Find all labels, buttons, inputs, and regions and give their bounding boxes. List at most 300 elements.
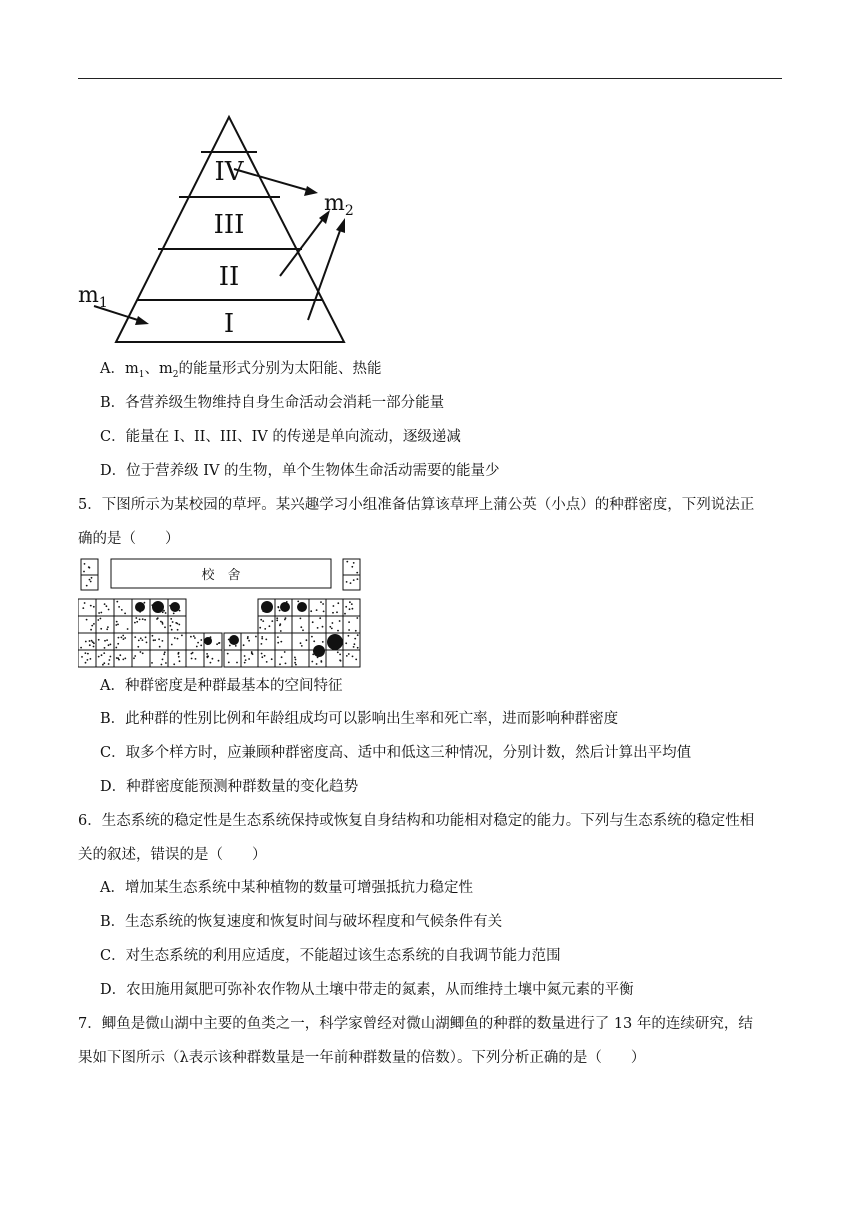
lawn-cell: [132, 633, 150, 650]
dandelion-dot: [346, 561, 348, 563]
lawn-cell: [78, 650, 96, 667]
dandelion-dot: [348, 653, 350, 655]
dandelion-dot: [352, 608, 354, 610]
dandelion-dot: [140, 651, 142, 653]
building-label: 校 舍: [201, 568, 241, 583]
dandelion-dot: [142, 618, 144, 620]
dandelion-dot: [351, 566, 353, 568]
dandelion-dot: [164, 651, 166, 653]
dandelion-dot: [87, 653, 89, 655]
dandelion-dot: [284, 619, 286, 621]
lawn-cell: [81, 575, 98, 590]
dandelion-dot: [337, 630, 339, 632]
dandelion-dot: [91, 640, 93, 642]
dandelion-dot: [218, 660, 220, 662]
dandelion-dot: [100, 618, 102, 620]
dandelion-dot: [171, 629, 173, 631]
dandelion-dot: [248, 640, 250, 642]
dandelion-dot: [356, 617, 358, 619]
dandelion-dot: [320, 601, 322, 603]
dandelion-dot: [271, 620, 273, 622]
dandelion-dot: [197, 642, 199, 644]
q6-option-d: D．农田施用氮肥可弥补农作物从土壤中带走的氮素，从而维持土壤中氮元素的平衡: [100, 982, 634, 998]
lawn-cell: [168, 650, 186, 667]
dandelion-dot: [285, 663, 287, 665]
dandelion-dot: [116, 621, 118, 623]
dandelion-dot: [357, 647, 359, 649]
tree-mark: [152, 601, 164, 613]
dandelion-dot: [316, 609, 318, 611]
dandelion-dot: [90, 605, 92, 607]
m2-label: $m_2$: [324, 191, 354, 219]
dandelion-dot: [192, 652, 194, 654]
dandelion-dot: [348, 629, 350, 631]
dandelion-dot: [200, 645, 202, 647]
dandelion-dot: [300, 626, 302, 628]
dandelion-dot: [170, 625, 172, 627]
dandelion-dot: [110, 644, 112, 646]
dandelion-dot: [196, 646, 198, 648]
tree-mark: [313, 645, 325, 657]
q6-option-a: A．增加某生态系统中某种植物的数量可增强抵抗力稳定性: [100, 880, 473, 896]
dandelion-dot: [164, 626, 166, 628]
dandelion-dot: [174, 637, 176, 639]
dandelion-dot: [140, 637, 142, 639]
dandelion-dot: [93, 623, 95, 625]
dandelion-dot: [163, 610, 165, 612]
dandelion-dot: [248, 658, 250, 660]
dandelion-dot: [261, 653, 263, 655]
dandelion-dot: [193, 635, 195, 637]
dandelion-dot: [320, 660, 322, 662]
dandelion-dot: [178, 624, 180, 626]
dandelion-dot: [123, 638, 125, 640]
dandelion-dot: [161, 664, 163, 666]
dandelion-dot: [87, 659, 89, 661]
dandelion-dot: [356, 572, 358, 574]
header-rule: [78, 78, 782, 79]
dandelion-dot: [117, 624, 119, 626]
dandelion-dot: [337, 602, 339, 604]
dandelion-dot: [88, 566, 90, 568]
dandelion-dot: [261, 656, 263, 658]
dandelion-dot: [227, 653, 229, 655]
dandelion-dot: [319, 617, 321, 619]
dandelion-dot: [280, 630, 282, 632]
tree-mark: [170, 602, 180, 612]
lawn-cell: [258, 633, 275, 650]
dandelion-dot: [145, 636, 147, 638]
dandelion-dot: [279, 610, 281, 612]
dandelion-dot: [104, 603, 106, 605]
dandelion-dot: [344, 613, 346, 615]
dandelion-dot: [84, 563, 86, 565]
dandelion-dot: [119, 654, 121, 656]
dandelion-dot: [279, 663, 281, 665]
dandelion-dot: [350, 582, 352, 584]
dandelion-dot: [236, 662, 238, 664]
dandelion-dot: [336, 611, 338, 613]
dandelion-dot: [276, 617, 278, 619]
dandelion-dot: [339, 620, 341, 622]
dandelion-dot: [162, 659, 164, 661]
dandelion-dot: [86, 619, 88, 621]
dandelion-dot: [165, 662, 167, 664]
dandelion-dot: [200, 639, 202, 641]
dandelion-dot: [300, 618, 302, 620]
dandelion-dot: [210, 662, 212, 664]
dandelion-dot: [229, 645, 231, 647]
q5-stem-line1: 5．下图所示为某校园的草坪。某兴趣学习小组准备估算该草坪上蒲公英（小点）的种群密度，下列说法正: [78, 497, 755, 513]
dandelion-dot: [144, 602, 146, 604]
dandelion-dot: [322, 641, 324, 643]
dandelion-dot: [122, 659, 124, 661]
dandelion-dot: [91, 577, 93, 579]
dandelion-dot: [86, 585, 88, 587]
dandelion-dot: [170, 618, 172, 620]
dandelion-dot: [243, 644, 245, 646]
dandelion-dot: [244, 655, 246, 657]
dandelion-dot: [139, 619, 141, 621]
dandelion-dot: [339, 654, 341, 656]
dandelion-dot: [346, 655, 348, 657]
dandelion-dot: [340, 660, 342, 662]
q5-stem-line2: 确的是（ ）: [78, 531, 180, 547]
dandelion-dot: [177, 629, 179, 631]
dandelion-dot: [351, 603, 353, 605]
dandelion-dot: [138, 640, 140, 642]
dandelion-dot: [83, 571, 85, 573]
dandelion-dot: [162, 640, 164, 642]
dandelion-dot: [332, 622, 334, 624]
tree-mark: [135, 602, 145, 612]
dandelion-dot: [106, 628, 108, 630]
dandelion-dot: [163, 653, 165, 655]
dandelion-dot: [159, 646, 161, 648]
dandelion-dot: [352, 656, 354, 658]
lawn-cell: [224, 650, 241, 667]
q6-option-c: C．对生态系统的利用应适度，不能超过该生态系统的自我调节能力范围: [100, 948, 561, 964]
dandelion-dot: [301, 645, 303, 647]
dandelion-dot: [98, 656, 100, 658]
dandelion-dot: [173, 663, 175, 665]
dandelion-dot: [266, 661, 268, 663]
dandelion-dot: [355, 630, 357, 632]
dandelion-dot: [156, 618, 158, 620]
dandelion-dot: [107, 626, 109, 628]
q4-option-b: B．各营养级生物维持自身生命活动会消耗一部分能量: [100, 395, 445, 411]
level-label-2: II: [218, 262, 240, 292]
dandelion-dot: [118, 637, 120, 639]
dandelion-dot: [80, 647, 82, 649]
dandelion-dot: [316, 663, 318, 665]
dandelion-dot: [265, 639, 267, 641]
dandelion-dot: [118, 606, 120, 608]
dandelion-dot: [100, 612, 102, 614]
dandelion-dot: [90, 581, 92, 583]
dandelion-dot: [228, 662, 230, 664]
dandelion-dot: [216, 643, 218, 645]
dandelion-dot: [244, 662, 246, 664]
dandelion-dot: [349, 601, 351, 603]
level-label-3: III: [213, 210, 245, 240]
lawn-cell: [292, 633, 309, 650]
dandelion-dot: [118, 659, 120, 661]
dandelion-dot: [323, 611, 325, 613]
dandelion-dot: [116, 657, 118, 659]
dandelion-dot: [172, 621, 174, 623]
dandelion-dot: [133, 657, 135, 659]
tree-mark: [261, 601, 273, 613]
dandelion-dot: [294, 662, 296, 664]
dandelion-dot: [348, 621, 350, 623]
dandelion-dot: [101, 654, 103, 656]
dandelion-dot: [357, 634, 359, 636]
lawn-cell: [275, 633, 292, 650]
dandelion-dot: [190, 636, 192, 638]
tree-mark: [280, 602, 290, 612]
dandelion-dot: [158, 638, 160, 640]
dandelion-dot: [127, 628, 129, 630]
dandelion-dot: [124, 613, 126, 615]
dandelion-dot: [277, 636, 279, 638]
dandelion-dot: [269, 625, 271, 627]
dandelion-dot: [354, 643, 356, 645]
dandelion-dot: [295, 659, 297, 661]
dandelion-dot: [357, 578, 359, 580]
level-label-1: I: [223, 309, 235, 339]
dandelion-dot: [124, 658, 126, 660]
lawn-cell: [275, 650, 292, 667]
dandelion-dot: [177, 623, 179, 625]
dandelion-dot: [310, 610, 312, 612]
q6-stem-line2: 关的叙述，错误的是（ ）: [78, 847, 267, 863]
dandelion-dot: [322, 603, 324, 605]
dandelion-dot: [104, 640, 106, 642]
tree-mark: [229, 635, 239, 645]
dandelion-dot: [277, 642, 279, 644]
lawn-cell: [258, 616, 275, 633]
dandelion-dot: [346, 581, 348, 583]
lawn-cell: [326, 650, 343, 667]
dandelion-dot: [322, 626, 324, 628]
level-label-4: IV: [214, 157, 244, 187]
dandelion-dot: [136, 621, 138, 623]
dandelion-dot: [151, 662, 153, 664]
dandelion-dot: [251, 651, 253, 653]
dandelion-dot: [255, 636, 257, 638]
dandelion-dot: [146, 642, 148, 644]
lawn-cell: [309, 616, 326, 633]
dandelion-dot: [235, 645, 237, 647]
dandelion-dot: [173, 613, 175, 615]
q7-stem-line1: 7．鲫鱼是微山湖中主要的鱼类之一，科学家曾经对微山湖鲫鱼的种群的数量进行了 13 年的连续研究，结: [78, 1016, 753, 1032]
dandelion-dot: [89, 644, 91, 646]
dandelion-dot: [103, 652, 105, 654]
dandelion-dot: [280, 641, 282, 643]
lawn-cell: [186, 633, 204, 650]
dandelion-dot: [195, 658, 197, 660]
lawn-cell: [168, 633, 186, 650]
dandelion-dot: [294, 657, 296, 659]
dandelion-dot: [122, 635, 124, 637]
dandelion-dot: [300, 642, 302, 644]
dandelion-dot: [333, 605, 335, 607]
dandelion-dot: [89, 640, 91, 642]
dandelion-dot: [152, 635, 154, 637]
q7-stem-line2: 果如下图所示（λ表示该种群数量是一年前种群数量的倍数）。下列分析正确的是（ ）: [78, 1050, 646, 1066]
dandelion-dot: [102, 664, 104, 666]
dandelion-dot: [312, 621, 314, 623]
dandelion-dot: [337, 651, 339, 653]
dandelion-dot: [259, 627, 261, 629]
dandelion-dot: [261, 636, 263, 638]
dandelion-dot: [106, 639, 108, 641]
dandelion-dot: [284, 651, 286, 653]
dandelion-dot: [93, 642, 95, 644]
dandelion-dot: [313, 640, 315, 642]
dandelion-dot: [260, 619, 262, 621]
dandelion-dot: [134, 636, 136, 638]
dandelion-dot: [162, 623, 164, 625]
lawn-cell: [132, 616, 150, 633]
dandelion-dot: [212, 658, 214, 660]
dandelion-dot: [110, 656, 112, 658]
q5-option-b: B．此种群的性别比例和年龄组成均可以影响出生率和死亡率，进而影响种群密度: [100, 711, 619, 727]
dandelion-dot: [353, 646, 355, 648]
dandelion-dot: [165, 612, 167, 614]
dandelion-dot: [295, 664, 297, 666]
dandelion-dot: [219, 642, 221, 644]
dandelion-dot: [261, 643, 263, 645]
dandelion-dot: [207, 657, 209, 659]
dandelion-dot: [93, 606, 95, 608]
dandelion-dot: [81, 656, 83, 658]
dandelion-dot: [85, 641, 87, 643]
dandelion-dot: [121, 637, 123, 639]
q5-option-d: D．种群密度能预测种群数量的变化趋势: [100, 779, 359, 795]
lawn-cell: [150, 616, 168, 633]
q6-stem-line1: 6．生态系统的稳定性是生态系统保持或恢复自身结构和功能相对稳定的能力。下列与生态系统的稳定性相: [78, 813, 755, 829]
dandelion-dot: [90, 658, 92, 660]
dandelion-dot: [108, 663, 110, 665]
dandelion-dot: [179, 660, 181, 662]
dandelion-dot: [345, 606, 347, 608]
dandelion-dot: [117, 643, 119, 645]
dandelion-dot: [317, 627, 319, 629]
dandelion-dot: [171, 644, 173, 646]
dandelion-dot: [90, 629, 92, 631]
dandelion-dot: [353, 562, 355, 564]
dandelion-dot: [311, 661, 313, 663]
tree-mark: [297, 602, 307, 612]
dandelion-dot: [277, 606, 279, 608]
dandelion-dot: [264, 655, 266, 657]
dandelion-dot: [252, 653, 254, 655]
dandelion-dot: [177, 653, 179, 655]
dandelion-dot: [191, 658, 193, 660]
dandelion-dot: [121, 609, 123, 611]
dandelion-dot: [245, 659, 247, 661]
lawn-cell: [326, 599, 343, 616]
dandelion-dot: [355, 659, 357, 661]
q4-option-c: C．能量在 I、II、III、IV 的传递是单向流动，逐级递减: [100, 429, 461, 445]
q4-option-a: A．$m_1$、$m_2$的能量形式分别为太阳能、热能: [100, 361, 382, 380]
dandelion-dot: [98, 639, 100, 641]
tree-mark: [327, 634, 343, 650]
dandelion-dot: [153, 639, 155, 641]
lawn-cell: [343, 575, 360, 590]
dandelion-dot: [124, 637, 126, 639]
dandelion-dot: [103, 662, 105, 664]
dandelion-dot: [142, 652, 144, 654]
dandelion-dot: [261, 638, 263, 640]
dandelion-dot: [354, 638, 356, 640]
dandelion-dot: [82, 607, 84, 609]
dandelion-dot: [271, 658, 273, 660]
dandelion-dot: [311, 636, 313, 638]
dandelion-dot: [194, 637, 196, 639]
tree-mark: [204, 637, 212, 645]
dandelion-dot: [162, 611, 164, 613]
dandelion-dot: [109, 659, 111, 661]
dandelion-dot: [89, 579, 91, 581]
dandelion-dot: [181, 635, 183, 637]
lawn-sampling-figure: [78, 556, 364, 668]
dandelion-dot: [85, 662, 87, 664]
dandelion-dot: [348, 635, 350, 637]
dandelion-dot: [160, 621, 162, 623]
dandelion-dot: [262, 620, 264, 622]
dandelion-dot: [206, 653, 208, 655]
dandelion-dot: [115, 647, 117, 649]
dandelion-dot: [134, 622, 136, 624]
dandelion-dot: [104, 647, 106, 649]
dandelion-dot: [106, 605, 108, 607]
m1-label: $m_1$: [78, 283, 108, 311]
dandelion-dot: [135, 617, 137, 619]
q5-option-a: A．种群密度是种群最基本的空间特征: [100, 678, 343, 694]
dandelion-dot: [349, 608, 351, 610]
dandelion-dot: [84, 602, 86, 604]
lawn-cell: [96, 650, 114, 667]
dandelion-dot: [353, 579, 355, 581]
dandelion-dot: [116, 601, 118, 603]
lawn-cell: [343, 650, 360, 667]
lawn-cell: [292, 650, 309, 667]
dandelion-dot: [302, 629, 304, 631]
dandelion-dot: [137, 646, 139, 648]
dandelion-dot: [100, 628, 102, 630]
dandelion-dot: [91, 625, 93, 627]
dandelion-dot: [85, 652, 87, 654]
dandelion-dot: [264, 628, 266, 630]
q4-option-d: D．位于营养级 IV 的生物，单个生物体生命活动需要的能量少: [100, 463, 500, 479]
dandelion-dot: [142, 639, 144, 641]
dandelion-dot: [97, 619, 99, 621]
dandelion-dot: [108, 609, 110, 611]
dandelion-dot: [297, 601, 299, 603]
lawn-cell: [309, 599, 326, 616]
dandelion-dot: [329, 626, 331, 628]
dandelion-dot: [93, 646, 95, 648]
dandelion-dot: [177, 638, 179, 640]
dandelion-dot: [281, 656, 283, 658]
dandelion-dot: [306, 639, 308, 641]
lawn-cell: [96, 616, 114, 633]
dandelion-dot: [276, 620, 278, 622]
dandelion-dot: [108, 644, 110, 646]
